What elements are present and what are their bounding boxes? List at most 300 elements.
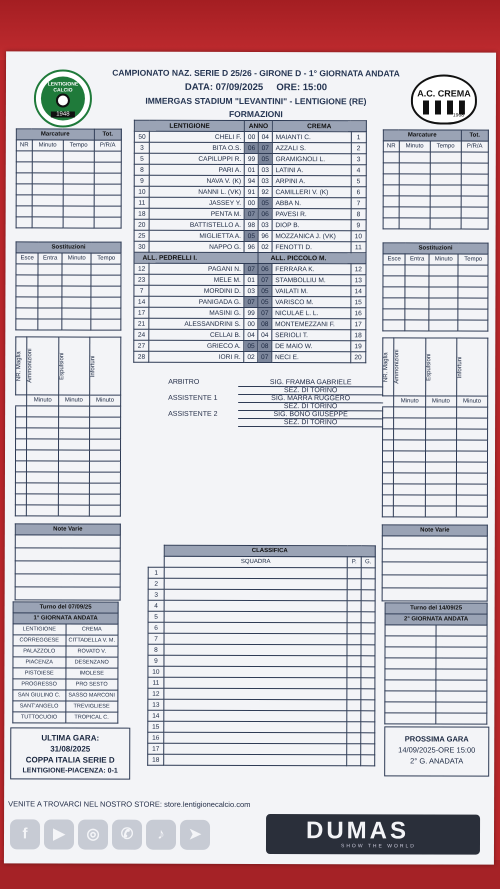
standings-played[interactable] bbox=[361, 689, 375, 700]
blank-cell[interactable] bbox=[16, 417, 27, 428]
blank-cell[interactable] bbox=[38, 275, 62, 286]
standings-played[interactable] bbox=[361, 656, 375, 667]
blank-cell[interactable] bbox=[405, 320, 429, 331]
standings-points[interactable] bbox=[347, 601, 361, 612]
blank-cell[interactable] bbox=[89, 417, 120, 428]
player-row bbox=[134, 164, 366, 176]
blank-cell[interactable] bbox=[458, 276, 488, 287]
standings-played[interactable] bbox=[361, 700, 375, 711]
standings-played[interactable] bbox=[361, 744, 375, 755]
standings-rank: 16 bbox=[148, 732, 164, 743]
blank-cell[interactable] bbox=[383, 287, 405, 298]
blank-cell[interactable] bbox=[15, 494, 26, 505]
blank-cell[interactable] bbox=[383, 407, 394, 418]
standings-played[interactable] bbox=[361, 612, 375, 623]
blank-cell[interactable] bbox=[58, 483, 89, 494]
blank-cell[interactable] bbox=[425, 484, 456, 495]
blank-cell[interactable] bbox=[456, 462, 487, 473]
blank-cell[interactable] bbox=[27, 494, 58, 505]
blank-cell[interactable] bbox=[383, 218, 399, 229]
fixture-home[interactable] bbox=[385, 713, 436, 724]
blank-cell[interactable] bbox=[461, 185, 488, 196]
blank-cell[interactable] bbox=[16, 264, 38, 275]
blank-cell[interactable] bbox=[58, 505, 89, 516]
blank-cell[interactable] bbox=[16, 275, 38, 286]
blank-cell[interactable] bbox=[16, 195, 32, 206]
standings-team[interactable] bbox=[164, 600, 347, 611]
fixture-away[interactable] bbox=[436, 702, 487, 713]
telegram-icon[interactable]: ➤ bbox=[180, 820, 210, 850]
away-player-year: 03 bbox=[258, 220, 272, 231]
fixture-home[interactable] bbox=[385, 647, 436, 658]
blank-cell[interactable] bbox=[429, 320, 458, 331]
fixture-away: TREVIGLIESE bbox=[65, 701, 118, 712]
away-player-name: VARISCO M. bbox=[272, 297, 351, 308]
fixture-home: SAN GIULINO C. bbox=[13, 690, 66, 701]
blank-cell[interactable] bbox=[399, 152, 430, 163]
blank-cell[interactable] bbox=[32, 195, 63, 206]
standings-team[interactable] bbox=[164, 743, 347, 754]
empty-row bbox=[15, 450, 120, 461]
blank-cell[interactable] bbox=[27, 505, 58, 516]
blank-cell[interactable] bbox=[62, 275, 91, 286]
fixture-home[interactable] bbox=[385, 658, 436, 669]
blank-cell[interactable] bbox=[456, 440, 487, 451]
notes-line[interactable] bbox=[382, 549, 487, 562]
standings-played[interactable] bbox=[361, 579, 375, 590]
blank-cell[interactable] bbox=[394, 407, 425, 418]
blank-cell[interactable] bbox=[32, 151, 63, 162]
blank-cell[interactable] bbox=[456, 506, 487, 517]
fixture-home[interactable] bbox=[385, 702, 436, 713]
standings-row bbox=[148, 578, 375, 590]
blank-cell[interactable] bbox=[94, 184, 121, 195]
away-coach: ALL. PICCOLO M. bbox=[258, 253, 366, 264]
standings-team[interactable] bbox=[164, 589, 347, 600]
blank-cell[interactable] bbox=[425, 407, 456, 418]
blank-cell[interactable] bbox=[456, 473, 487, 484]
standings-rank: 7 bbox=[148, 633, 164, 644]
blank-cell[interactable] bbox=[16, 308, 38, 319]
blank-cell[interactable] bbox=[32, 217, 63, 228]
blank-cell[interactable] bbox=[429, 276, 458, 287]
blank-cell[interactable] bbox=[394, 484, 425, 495]
blank-cell[interactable] bbox=[62, 264, 91, 275]
blank-cell[interactable] bbox=[458, 287, 488, 298]
blank-cell[interactable] bbox=[62, 319, 91, 330]
standings-points[interactable] bbox=[347, 656, 361, 667]
blank-cell[interactable] bbox=[405, 265, 429, 276]
blank-cell[interactable] bbox=[399, 185, 430, 196]
blank-cell[interactable] bbox=[399, 163, 430, 174]
home-player-number: 5 bbox=[134, 153, 149, 164]
blank-cell[interactable] bbox=[399, 207, 430, 218]
blank-cell[interactable] bbox=[382, 451, 393, 462]
blank-cell[interactable] bbox=[430, 185, 461, 196]
blank-cell[interactable] bbox=[394, 418, 425, 429]
standings-team[interactable] bbox=[164, 611, 347, 622]
fixture-home[interactable] bbox=[385, 691, 436, 702]
blank-cell[interactable] bbox=[383, 174, 399, 185]
blank-cell[interactable] bbox=[94, 195, 121, 206]
blank-cell[interactable] bbox=[430, 174, 461, 185]
standings-points[interactable] bbox=[347, 689, 361, 700]
blank-cell[interactable] bbox=[394, 473, 425, 484]
blank-cell[interactable] bbox=[63, 173, 94, 184]
blank-cell[interactable] bbox=[458, 265, 488, 276]
blank-cell[interactable] bbox=[461, 196, 488, 207]
blank-cell[interactable] bbox=[429, 287, 458, 298]
assistant1-section: SEZ. DI TORINO bbox=[238, 402, 383, 410]
blank-cell[interactable] bbox=[382, 484, 393, 495]
blank-cell[interactable] bbox=[63, 184, 94, 195]
standings-points[interactable] bbox=[347, 612, 361, 623]
blank-cell[interactable] bbox=[461, 174, 488, 185]
standings-points[interactable] bbox=[347, 645, 361, 656]
away-player-year: 03 bbox=[258, 165, 272, 176]
standings-played[interactable] bbox=[361, 667, 375, 678]
blank-cell[interactable] bbox=[89, 461, 120, 472]
blank-cell[interactable] bbox=[394, 495, 425, 506]
last-match-date: 31/08/2025 bbox=[50, 744, 91, 754]
standings-played[interactable] bbox=[361, 755, 375, 766]
blank-cell[interactable] bbox=[16, 286, 38, 297]
blank-cell[interactable] bbox=[89, 450, 120, 461]
standings-team[interactable] bbox=[164, 567, 347, 578]
fixture-away[interactable] bbox=[436, 636, 487, 647]
blank-cell[interactable] bbox=[58, 417, 89, 428]
facebook-icon[interactable]: f bbox=[10, 819, 40, 849]
blank-cell[interactable] bbox=[16, 406, 27, 417]
blank-cell[interactable] bbox=[425, 473, 456, 484]
notes-line[interactable] bbox=[15, 561, 120, 574]
standings-played[interactable] bbox=[361, 711, 375, 722]
tiktok-icon[interactable]: ♪ bbox=[146, 820, 176, 850]
blank-cell[interactable] bbox=[94, 173, 121, 184]
standings-rank: 1 bbox=[148, 567, 164, 578]
blank-cell[interactable] bbox=[430, 163, 461, 174]
instagram-icon[interactable]: ◎ bbox=[78, 820, 108, 850]
blank-cell[interactable] bbox=[394, 429, 425, 440]
blank-cell[interactable] bbox=[461, 218, 488, 229]
blank-cell[interactable] bbox=[58, 428, 89, 439]
standings-played[interactable] bbox=[361, 634, 375, 645]
blank-cell[interactable] bbox=[91, 264, 121, 275]
fixture-home[interactable] bbox=[385, 669, 436, 680]
blank-cell[interactable] bbox=[62, 308, 91, 319]
fixture-away[interactable] bbox=[436, 713, 487, 724]
blank-cell[interactable] bbox=[89, 505, 120, 516]
blank-cell[interactable] bbox=[383, 196, 399, 207]
standings-team[interactable] bbox=[164, 633, 347, 644]
blank-cell[interactable] bbox=[94, 151, 121, 162]
blank-cell[interactable] bbox=[15, 483, 26, 494]
blank-cell[interactable] bbox=[429, 298, 458, 309]
blank-cell[interactable] bbox=[94, 162, 121, 173]
standings-team[interactable] bbox=[164, 710, 347, 721]
notes-line[interactable] bbox=[382, 588, 487, 601]
standings-points[interactable] bbox=[347, 744, 361, 755]
blank-cell[interactable] bbox=[456, 484, 487, 495]
blank-cell[interactable] bbox=[461, 163, 488, 174]
blank-cell[interactable] bbox=[382, 462, 393, 473]
standings-points[interactable] bbox=[347, 568, 361, 579]
blank-cell[interactable] bbox=[430, 196, 461, 207]
blank-cell[interactable] bbox=[94, 217, 121, 228]
blank-cell[interactable] bbox=[429, 265, 458, 276]
blank-cell[interactable] bbox=[91, 275, 121, 286]
blank-cell[interactable] bbox=[27, 450, 58, 461]
blank-cell[interactable] bbox=[32, 173, 63, 184]
blank-cell[interactable] bbox=[58, 461, 89, 472]
blank-cell[interactable] bbox=[38, 297, 62, 308]
whatsapp-icon[interactable]: ✆ bbox=[112, 820, 142, 850]
blank-cell[interactable] bbox=[382, 506, 393, 517]
notes-line[interactable] bbox=[382, 575, 487, 588]
blank-cell[interactable] bbox=[15, 450, 26, 461]
blank-cell[interactable] bbox=[15, 472, 26, 483]
blank-cell[interactable] bbox=[16, 151, 32, 162]
blank-cell[interactable] bbox=[62, 286, 91, 297]
blank-cell[interactable] bbox=[27, 428, 58, 439]
blank-cell[interactable] bbox=[399, 218, 430, 229]
blank-cell[interactable] bbox=[429, 309, 458, 320]
blank-cell[interactable] bbox=[430, 218, 461, 229]
blank-cell[interactable] bbox=[89, 483, 120, 494]
blank-cell[interactable] bbox=[425, 495, 456, 506]
standings-points[interactable] bbox=[347, 667, 361, 678]
standings-points[interactable] bbox=[347, 755, 361, 766]
standings-team[interactable] bbox=[164, 622, 347, 633]
blank-cell[interactable] bbox=[16, 297, 38, 308]
blank-cell[interactable] bbox=[27, 461, 58, 472]
blank-cell[interactable] bbox=[89, 472, 120, 483]
standings-points[interactable] bbox=[347, 700, 361, 711]
blank-cell[interactable] bbox=[405, 298, 429, 309]
standings-team[interactable] bbox=[164, 677, 347, 688]
blank-cell[interactable] bbox=[425, 451, 456, 462]
standings-team[interactable] bbox=[164, 644, 347, 655]
blank-cell[interactable] bbox=[394, 451, 425, 462]
blank-cell[interactable] bbox=[425, 440, 456, 451]
fixture-away[interactable] bbox=[436, 669, 487, 680]
blank-cell[interactable] bbox=[27, 472, 58, 483]
blank-cell[interactable] bbox=[63, 206, 94, 217]
blank-cell[interactable] bbox=[63, 151, 94, 162]
blank-cell[interactable] bbox=[456, 418, 487, 429]
blank-cell[interactable] bbox=[394, 462, 425, 473]
blank-cell[interactable] bbox=[399, 196, 430, 207]
blank-cell[interactable] bbox=[27, 483, 58, 494]
notes-line[interactable] bbox=[15, 535, 120, 548]
blank-cell[interactable] bbox=[383, 418, 394, 429]
standings-team[interactable] bbox=[164, 666, 347, 677]
blank-cell[interactable] bbox=[383, 152, 399, 163]
blank-cell[interactable] bbox=[16, 428, 27, 439]
substitutions-col-header: Esce bbox=[383, 254, 405, 265]
standings-team[interactable] bbox=[164, 732, 347, 743]
blank-cell[interactable] bbox=[405, 276, 429, 287]
blank-cell[interactable] bbox=[27, 406, 58, 417]
away-player-year: 02 bbox=[258, 242, 272, 253]
blank-cell[interactable] bbox=[91, 286, 121, 297]
blank-cell[interactable] bbox=[63, 217, 94, 228]
empty-row bbox=[383, 320, 488, 331]
blank-cell[interactable] bbox=[461, 207, 488, 218]
standings-played[interactable] bbox=[361, 601, 375, 612]
blank-cell[interactable] bbox=[383, 309, 405, 320]
blank-cell[interactable] bbox=[38, 264, 62, 275]
fixture-away[interactable] bbox=[436, 658, 487, 669]
blank-cell[interactable] bbox=[38, 308, 62, 319]
blank-cell[interactable] bbox=[383, 298, 405, 309]
standings-team[interactable] bbox=[164, 699, 347, 710]
standings-played[interactable] bbox=[361, 568, 375, 579]
blank-cell[interactable] bbox=[16, 173, 32, 184]
discipline-col-header bbox=[89, 337, 120, 395]
standings-points[interactable] bbox=[347, 678, 361, 689]
standings-points[interactable] bbox=[347, 711, 361, 722]
standings-points[interactable] bbox=[347, 623, 361, 634]
standings-team[interactable] bbox=[164, 688, 347, 699]
notes-line[interactable] bbox=[15, 574, 120, 587]
sponsor-tagline: SHOW THE WORLD bbox=[340, 843, 416, 850]
blank-cell[interactable] bbox=[383, 265, 405, 276]
fixture-away[interactable] bbox=[436, 647, 487, 658]
youtube-icon[interactable]: ▶ bbox=[44, 819, 74, 849]
blank-cell[interactable] bbox=[425, 462, 456, 473]
blank-cell[interactable] bbox=[38, 286, 62, 297]
blank-cell[interactable] bbox=[58, 472, 89, 483]
standings-played[interactable] bbox=[361, 722, 375, 733]
blank-cell[interactable] bbox=[58, 450, 89, 461]
blank-cell[interactable] bbox=[458, 298, 488, 309]
standings-points[interactable] bbox=[347, 722, 361, 733]
standings-played[interactable] bbox=[361, 590, 375, 601]
standings-played[interactable] bbox=[361, 678, 375, 689]
blank-cell[interactable] bbox=[91, 308, 121, 319]
notes-line[interactable] bbox=[382, 562, 487, 575]
blank-cell[interactable] bbox=[32, 206, 63, 217]
blank-cell[interactable] bbox=[94, 206, 121, 217]
blank-cell[interactable] bbox=[15, 505, 26, 516]
away-player-year: 07 bbox=[258, 275, 272, 286]
standings-team[interactable] bbox=[164, 754, 347, 765]
blank-cell[interactable] bbox=[458, 320, 488, 331]
blank-cell[interactable] bbox=[456, 495, 487, 506]
blank-cell[interactable] bbox=[16, 439, 27, 450]
empty-row bbox=[383, 174, 488, 185]
blank-cell[interactable] bbox=[383, 429, 394, 440]
blank-cell[interactable] bbox=[38, 319, 62, 330]
blank-cell[interactable] bbox=[16, 319, 38, 330]
blank-cell[interactable] bbox=[27, 417, 58, 428]
blank-cell[interactable] bbox=[91, 297, 121, 308]
standings-points[interactable] bbox=[347, 579, 361, 590]
blank-cell[interactable] bbox=[58, 406, 89, 417]
blank-cell[interactable] bbox=[456, 429, 487, 440]
blank-cell[interactable] bbox=[89, 439, 120, 450]
blank-cell[interactable] bbox=[63, 162, 94, 173]
blank-cell[interactable] bbox=[456, 451, 487, 462]
blank-cell[interactable] bbox=[32, 162, 63, 173]
fixture-home[interactable] bbox=[385, 625, 436, 636]
blank-cell[interactable] bbox=[405, 287, 429, 298]
blank-cell[interactable] bbox=[430, 152, 461, 163]
blank-cell[interactable] bbox=[89, 494, 120, 505]
blank-cell[interactable] bbox=[89, 428, 120, 439]
fixture-home[interactable] bbox=[385, 636, 436, 647]
blank-cell[interactable] bbox=[15, 461, 26, 472]
blank-cell[interactable] bbox=[32, 184, 63, 195]
standings-row bbox=[148, 589, 375, 601]
match-datetime: DATA: 07/09/2025 ORE: 15:00 bbox=[184, 81, 328, 94]
blank-cell[interactable] bbox=[383, 276, 405, 287]
standings-team[interactable] bbox=[164, 721, 347, 732]
blank-cell[interactable] bbox=[16, 162, 32, 173]
standings-played[interactable] bbox=[361, 645, 375, 656]
fixture-away[interactable] bbox=[436, 691, 487, 702]
total-header: Tot. bbox=[94, 129, 121, 140]
blank-cell[interactable] bbox=[405, 309, 429, 320]
blank-cell[interactable] bbox=[383, 320, 405, 331]
blank-cell[interactable] bbox=[456, 407, 487, 418]
fixture-home[interactable] bbox=[385, 680, 436, 691]
blank-cell[interactable] bbox=[425, 506, 456, 517]
blank-cell[interactable] bbox=[16, 184, 32, 195]
blank-cell[interactable] bbox=[27, 439, 58, 450]
standings-points[interactable] bbox=[347, 733, 361, 744]
fixture-away[interactable] bbox=[436, 680, 487, 691]
blank-cell[interactable] bbox=[425, 418, 456, 429]
blank-cell[interactable] bbox=[16, 217, 32, 228]
blank-cell[interactable] bbox=[89, 406, 120, 417]
standings-played[interactable] bbox=[361, 733, 375, 744]
blank-cell[interactable] bbox=[425, 429, 456, 440]
blank-cell[interactable] bbox=[58, 439, 89, 450]
standings-played[interactable] bbox=[361, 623, 375, 634]
notes-line[interactable] bbox=[15, 548, 120, 561]
fixture-away[interactable] bbox=[436, 625, 487, 636]
notes-line[interactable] bbox=[15, 587, 120, 600]
blank-cell[interactable] bbox=[382, 473, 393, 484]
blank-cell[interactable] bbox=[399, 174, 430, 185]
blank-cell[interactable] bbox=[394, 440, 425, 451]
player-row bbox=[134, 307, 366, 319]
blank-cell[interactable] bbox=[62, 297, 91, 308]
blank-cell[interactable] bbox=[383, 185, 399, 196]
home-player-number: 23 bbox=[134, 274, 149, 285]
blank-cell[interactable] bbox=[458, 309, 488, 320]
blank-cell[interactable] bbox=[430, 207, 461, 218]
notes-title: Note Varie bbox=[15, 524, 120, 535]
notes-line[interactable] bbox=[382, 536, 487, 549]
blank-cell[interactable] bbox=[394, 506, 425, 517]
blank-cell[interactable] bbox=[63, 195, 94, 206]
blank-cell[interactable] bbox=[383, 440, 394, 451]
standings-points[interactable] bbox=[347, 590, 361, 601]
blank-cell[interactable] bbox=[382, 495, 393, 506]
blank-cell[interactable] bbox=[383, 163, 399, 174]
standings-team[interactable] bbox=[164, 578, 347, 589]
blank-cell[interactable] bbox=[383, 207, 399, 218]
blank-cell[interactable] bbox=[461, 152, 488, 163]
blank-cell[interactable] bbox=[58, 494, 89, 505]
blank-cell[interactable] bbox=[16, 206, 32, 217]
standings-team[interactable] bbox=[164, 655, 347, 666]
standings-points[interactable] bbox=[347, 634, 361, 645]
blank-cell[interactable] bbox=[91, 319, 121, 330]
